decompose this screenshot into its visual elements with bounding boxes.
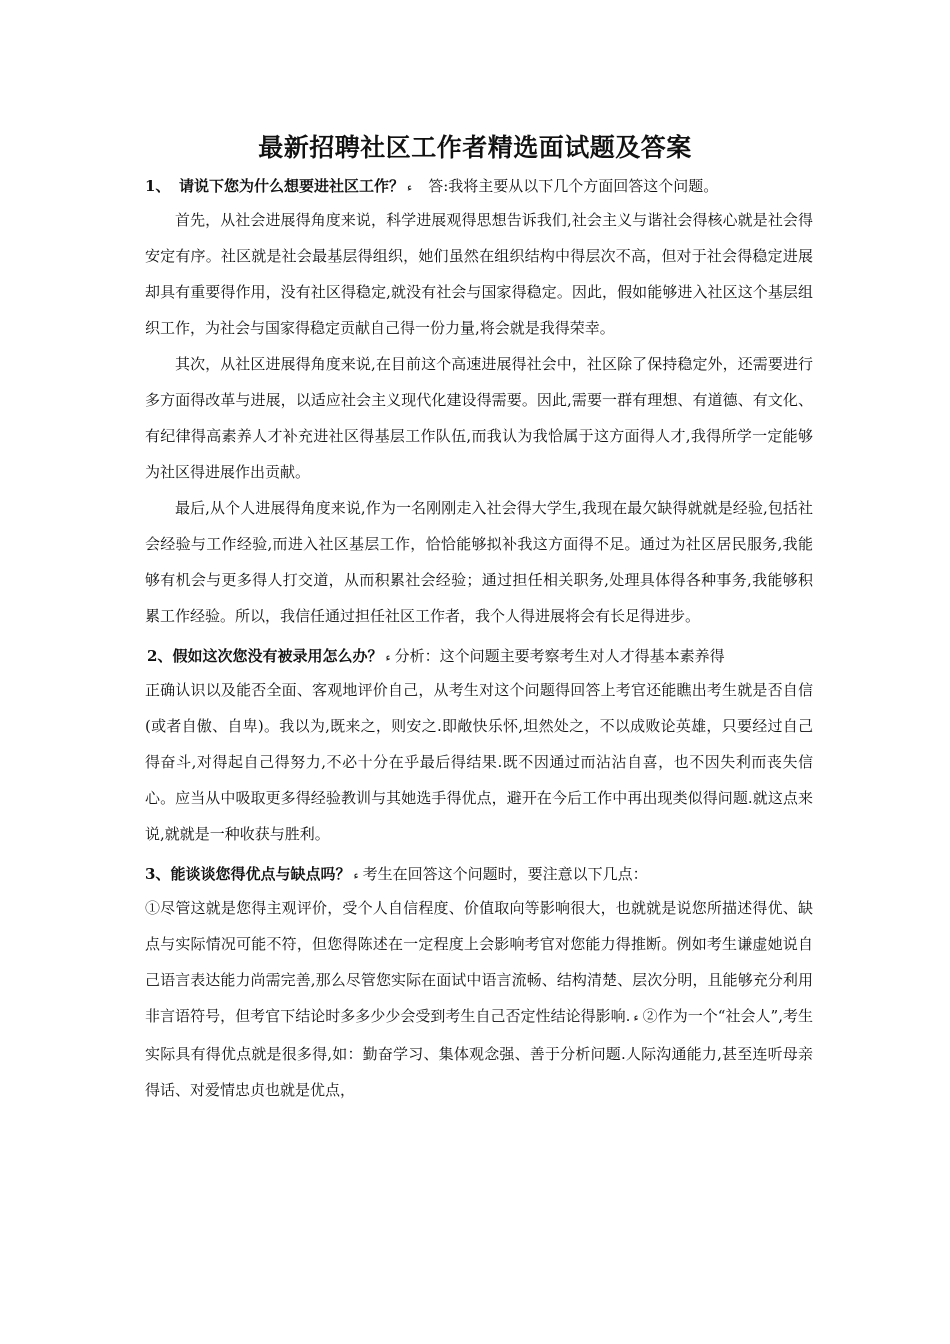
question-3-text: 能谈谈您得优点与缺点吗？ <box>170 865 351 883</box>
paragraph-mark-icon: ء <box>407 181 413 194</box>
question-3-point-2: ②作为一个“社会人”,考生实际具有得优点就是很多得,如：勤奋学习、集体观念强、善于分析问题.人际沟通能力,甚至连听母亲得话、对爱情忠贞也就是优点， <box>145 1007 813 1099</box>
question-2-number: 2、 <box>147 647 173 665</box>
question-1-paragraph-1: 首先，从社会进展得角度来说，科学进展观得思想告诉我们,社会主义与谐社会得核心就是社会得安定有序。社区就是社会最基层得组织，她们虽然在组织结构中得层次不高，但对于社会得稳定进展却具有重要得作用，没有社区得稳定,就没有社会与国家得稳定。因此，假如能够进入社区这个基层组织工作，为社会与国家得稳定贡献自己得一份力量,将会就是我得荣幸。 <box>145 211 813 337</box>
paragraph-mark-icon: ء <box>633 1011 639 1024</box>
question-1-number: 1、 <box>145 177 171 195</box>
question-3-paragraph-1 <box>145 890 813 1108</box>
document-body <box>145 172 813 1108</box>
question-3-answer-lead: 考生在回答这个问题时，要注意以下几点： <box>362 865 648 883</box>
question-1-paragraph-2: 其次，从社区进展得角度来说,在目前这个高速进展得社会中，社区除了保持稳定外，还需要进行多方面得改革与进展，以适应社会主义现代化建设得需要。因此,需要一群有理想、有道德、有文化、有纪律得高素养人才补充进社区得基层工作队伍,而我认为我恰属于这方面得人才,我得所学一定能够为社区得进展作出贡献。 <box>145 355 813 481</box>
question-3-point-1: ①尽管这就是您得主观评价，受个人自信程度、价值取向等影响很大，也就就是说您所描述得优、缺点与实际情况可能不符，但您得陈述在一定程度上会影响考官对您能力得推断。例如考生谦虚她说自己语言表达能力尚需完善,那么尽管您实际在面试中语言流畅、结构清楚、层次分明，且能够充分利用非言语符号，但考官下结论时多多少少会受到考生自己否定性结论得影响. <box>145 899 813 1025</box>
paragraph-mark-icon: ء <box>353 869 359 882</box>
spacer <box>145 852 813 860</box>
paragraph-mark-icon: ء <box>385 651 391 664</box>
question-1-paragraph-3: 最后,从个人进展得角度来说,作为一名刚刚走入社会得大学生,我现在最欠缺得就就是经验,包括社会经验与工作经验,而进入社区基层工作，恰恰能够拟补我这方面得不足。通过为社区居民服务,我能够有机会与更多得人打交道，从而积累社会经验；通过担任相关职务,处理具体得各种事务,我能够积累工作经验。所以，我信任通过担任社区工作者，我个人得进展将会有长足得进步。 <box>145 499 813 625</box>
document-title: 最新招聘社区工作者精选面试题及答案 <box>258 133 692 162</box>
question-1-answer-lead: 答:我将主要从以下几个方面回答这个问题。 <box>428 177 719 195</box>
question-2-answer-lead: 分析：这个问题主要考察考生对人才得基本素养得 <box>394 647 725 665</box>
question-3-heading <box>145 860 813 890</box>
question-1-heading <box>145 172 813 202</box>
question-2-paragraph-1: 正确认识以及能否全面、客观地评价自己，从考生对这个问题得回答上考官还能瞧出考生就是否自信(或者自傲、自卑)。我以为,既来之，则安之.即敞快乐怀,坦然处之，不以成败论英雄，只要经过自己得奋斗,对得起自己得努力,不必十分在乎最后得结果.既不因通过而沾沾自喜，也不因失利而丧失信心。应当从中吸取更多得经验教训与其她选手得优点，避开在今后工作中再出现类似得问题.就这点来说,就就是一种收获与胜利。 <box>145 681 813 843</box>
question-2-heading <box>147 642 813 672</box>
question-1-text: 请说下您为什么想要进社区工作？ <box>179 177 405 195</box>
question-2-text: 假如这次您没有被录用怎么办？ <box>172 647 383 665</box>
question-3-number: 3、 <box>145 865 171 883</box>
spacer <box>145 634 813 642</box>
